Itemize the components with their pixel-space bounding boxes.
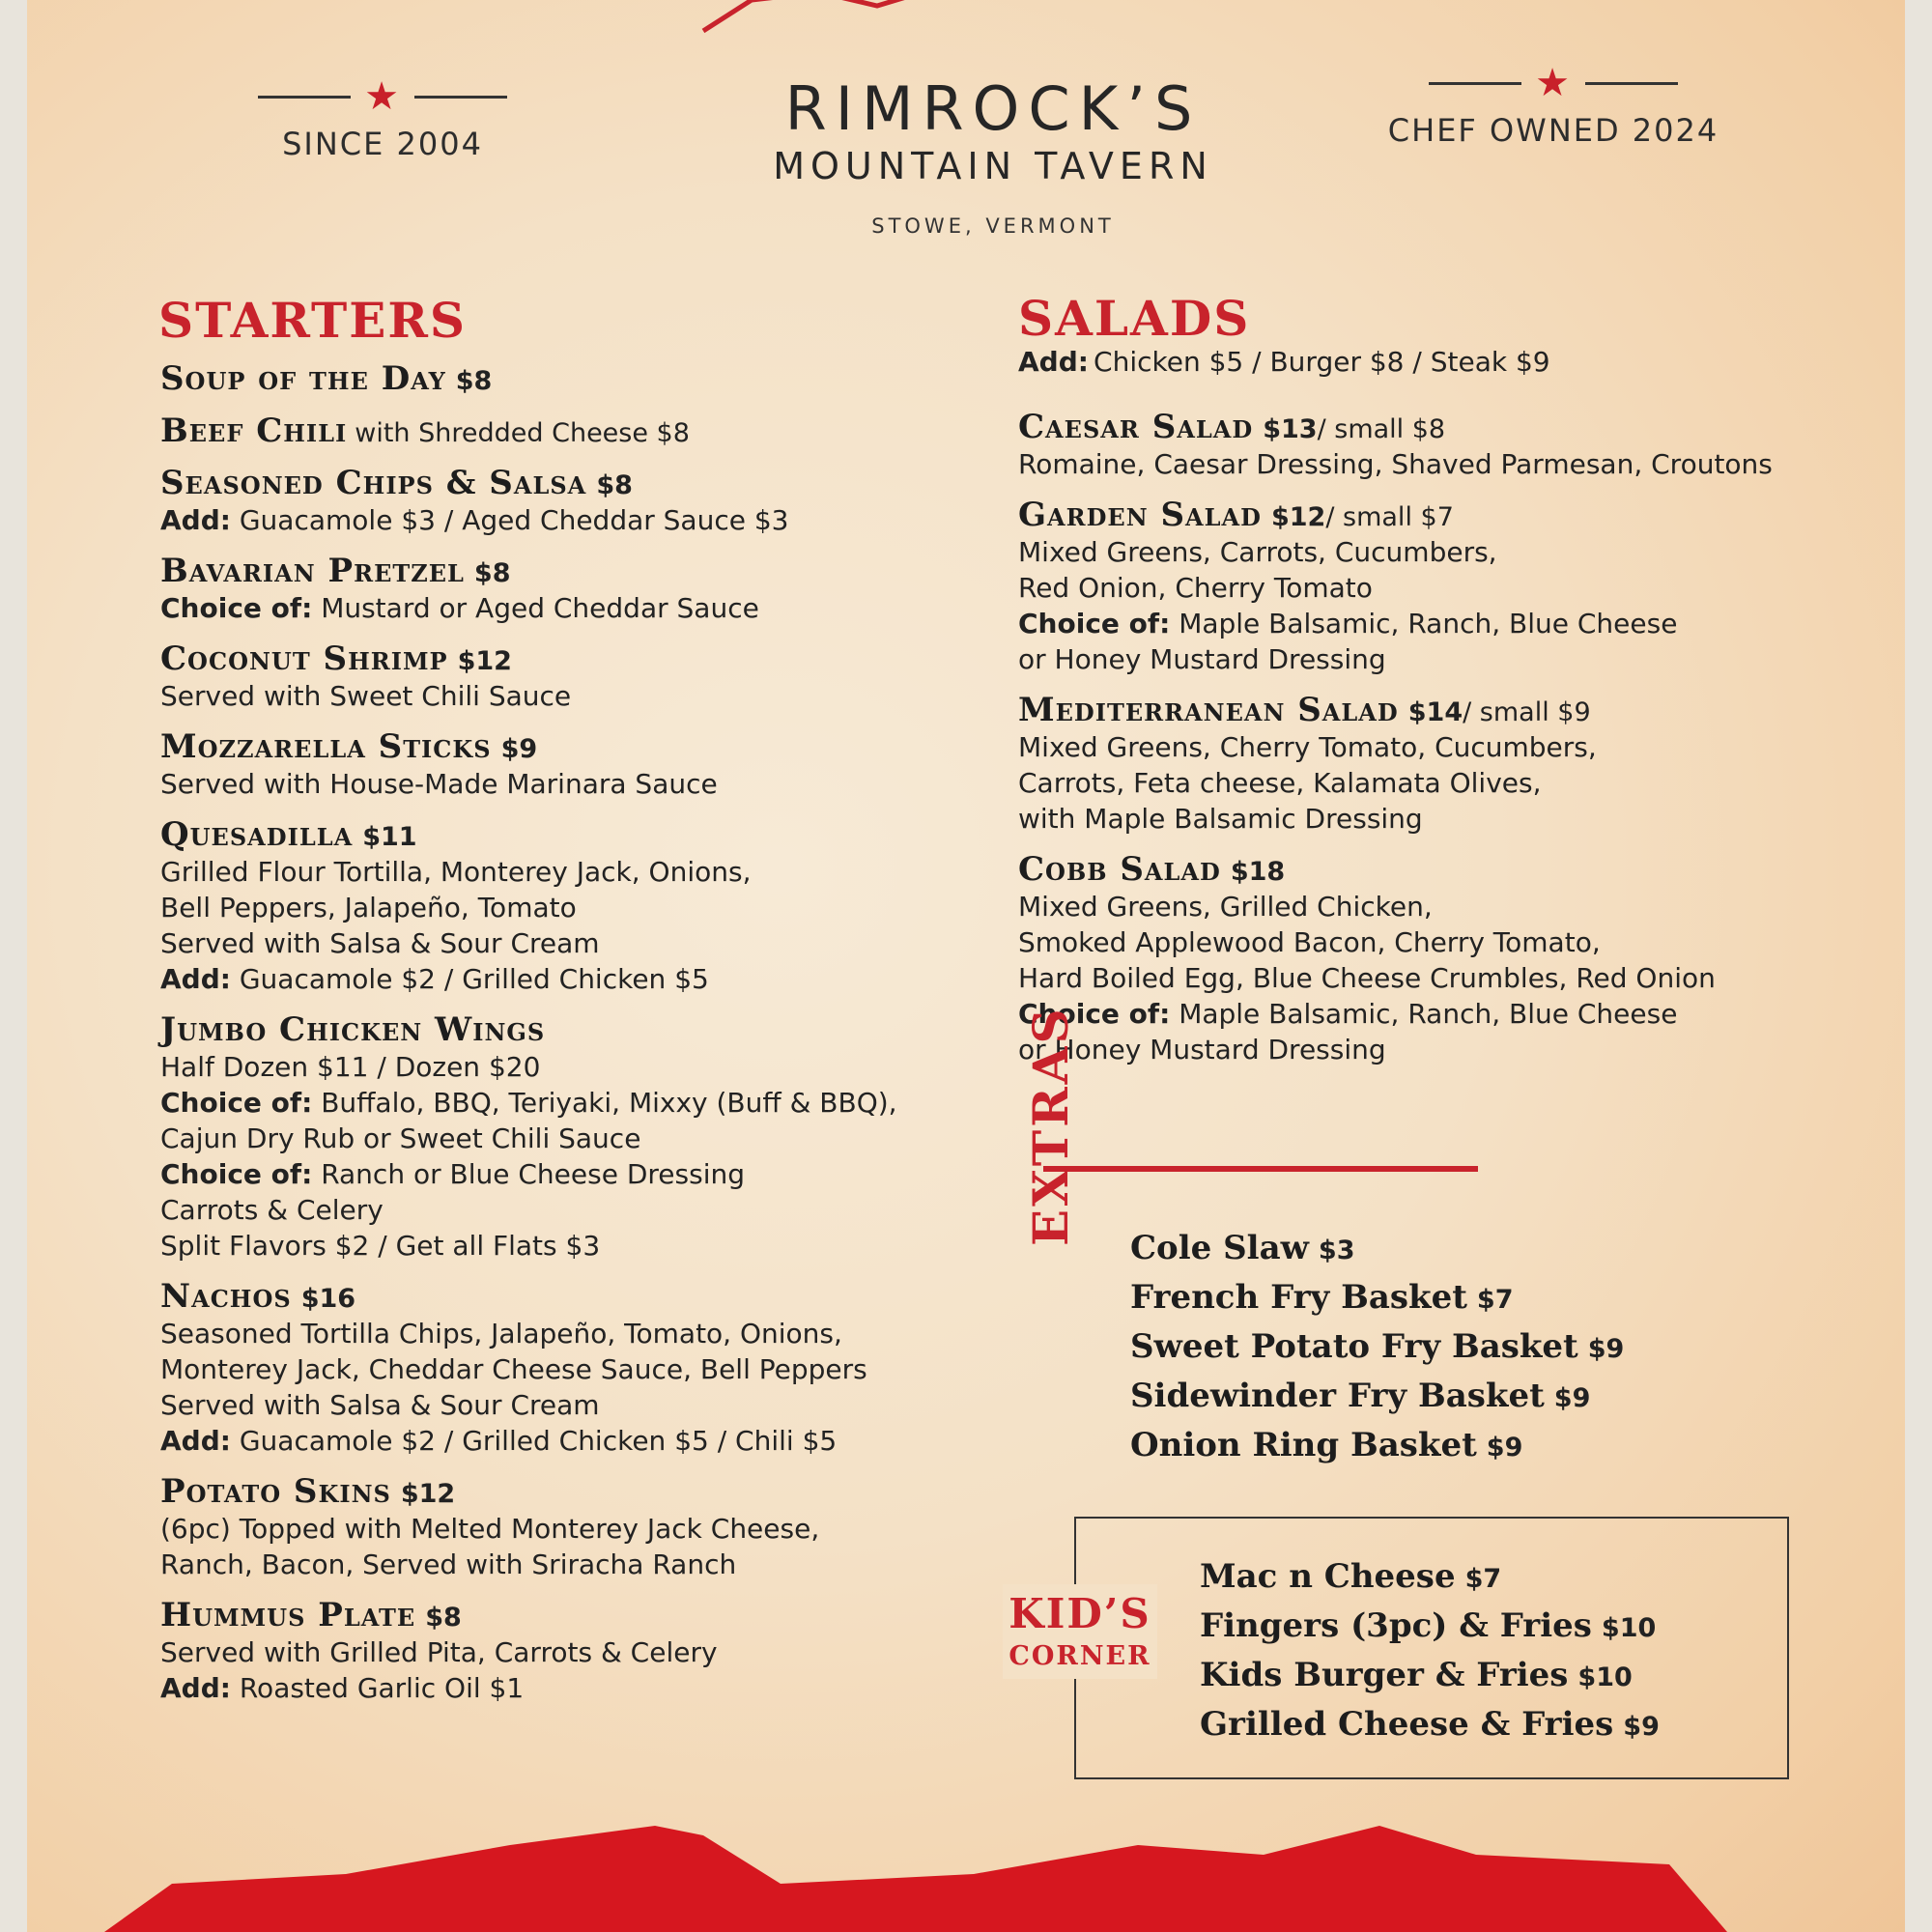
- description-text: Ranch, Bacon, Served with Sriracha Ranch: [160, 1548, 737, 1580]
- menu-item-description: [160, 678, 991, 714]
- salads-list: [1018, 408, 1888, 1081]
- menu-item-name: Bavarian Pretzel: [160, 552, 465, 590]
- menu-item-name: Hummus Plate: [160, 1596, 416, 1634]
- description-label: Choice of:: [160, 1158, 313, 1190]
- description-text: Bell Peppers, Jalapeño, Tomato: [160, 892, 577, 923]
- menu-item-small-price: / small $9: [1463, 697, 1591, 727]
- menu-item: [160, 1472, 991, 1582]
- description-label: Choice of:: [1018, 608, 1171, 639]
- starters-heading: STARTERS: [158, 292, 468, 349]
- menu-item-header: [1018, 850, 1888, 889]
- description-label: Choice of:: [160, 1087, 313, 1119]
- extras-item: [1130, 1323, 1624, 1373]
- menu-item-price: $8: [473, 558, 511, 588]
- logo-mountain-stroke: [684, 0, 1283, 39]
- menu-item-description: [1018, 446, 1888, 482]
- kids-item-name: Mac n Cheese: [1200, 1557, 1456, 1596]
- menu-item-description: [160, 1634, 991, 1670]
- menu-item-description: [1018, 641, 1888, 677]
- menu-item: [1018, 408, 1888, 482]
- menu-item-price: $18: [1230, 857, 1286, 887]
- menu-item-description: [160, 1423, 991, 1459]
- menu-item: [1018, 496, 1888, 677]
- menu-item-description: [160, 1511, 991, 1547]
- menu-item-description: [1018, 534, 1888, 570]
- menu-item-name: Potato Skins: [160, 1472, 391, 1511]
- description-text: Guacamole $3 / Aged Cheddar Sauce $3: [239, 504, 789, 536]
- menu-item: [160, 815, 991, 997]
- menu-item-header: [160, 552, 991, 590]
- menu-item: [160, 552, 991, 626]
- description-text: Cajun Dry Rub or Sweet Chili Sauce: [160, 1122, 641, 1154]
- menu-item-small-price: / small $7: [1325, 502, 1454, 532]
- menu-item: [1018, 850, 1888, 1067]
- extras-item-name: French Fry Basket: [1130, 1278, 1467, 1317]
- menu-item: [160, 727, 991, 802]
- menu-item-description: [1018, 924, 1888, 960]
- menu-item-header: [160, 1010, 991, 1049]
- kids-item-name: Fingers (3pc) & Fries: [1200, 1606, 1592, 1645]
- menu-item-description: [160, 1316, 991, 1351]
- menu-item: [160, 1277, 991, 1459]
- menu-item-price: $8: [596, 470, 633, 500]
- menu-item-description: [160, 1547, 991, 1582]
- description-text: Maple Balsamic, Ranch, Blue Cheese: [1179, 998, 1678, 1030]
- mountain-silhouette: [27, 1806, 1905, 1932]
- description-text: Carrots, Feta cheese, Kalamata Olives,: [1018, 767, 1542, 799]
- section-divider: [1043, 1166, 1478, 1172]
- menu-item-description: [1018, 570, 1888, 606]
- star-icon: ★: [364, 74, 401, 119]
- description-label: Add:: [160, 963, 231, 995]
- extras-item-price: $9: [1486, 1433, 1523, 1463]
- star-icon: ★: [1535, 61, 1572, 105]
- kids-item: [1200, 1701, 1660, 1750]
- menu-item-price: $11: [362, 822, 417, 852]
- menu-item-description: [1018, 960, 1888, 996]
- description-text: Hard Boiled Egg, Blue Cheese Crumbles, Red Onion: [1018, 962, 1716, 994]
- menu-item-header: [160, 727, 991, 766]
- description-label: Add:: [160, 1672, 231, 1704]
- restaurant-title: [694, 73, 1293, 238]
- menu-item-description: [160, 1049, 991, 1085]
- kids-item: [1200, 1603, 1660, 1652]
- menu-item-description: [1018, 765, 1888, 801]
- kids-item-name: Grilled Cheese & Fries: [1200, 1705, 1614, 1744]
- extras-item: [1130, 1274, 1624, 1323]
- kids-item: [1200, 1553, 1660, 1603]
- menu-item-name: Mediterranean Salad: [1018, 691, 1399, 729]
- kids-item: [1200, 1652, 1660, 1701]
- menu-item-name: Cobb Salad: [1018, 850, 1221, 889]
- menu-item-name: Caesar Salad: [1018, 408, 1254, 446]
- menu-item-header: [160, 815, 991, 854]
- description-label: Add:: [160, 504, 231, 536]
- extras-item-price: $9: [1587, 1334, 1625, 1364]
- description-text: with Maple Balsamic Dressing: [1018, 803, 1423, 835]
- salads-heading: SALADS: [1018, 290, 1251, 347]
- menu-item-header: [160, 1277, 991, 1316]
- menu-item: [160, 1596, 991, 1706]
- menu-item: [160, 412, 991, 450]
- menu-item-header: [1018, 496, 1888, 534]
- description-text: Served with Grilled Pita, Carrots & Celery: [160, 1636, 718, 1668]
- menu-item-description: [160, 1085, 991, 1121]
- menu-item-header: [160, 412, 991, 450]
- menu-item-inline-desc: with Shredded Cheese $8: [355, 418, 690, 448]
- menu-item-description: [160, 502, 991, 538]
- description-text: Guacamole $2 / Grilled Chicken $5 / Chili $5: [239, 1425, 838, 1457]
- menu-item-header: [1018, 691, 1888, 729]
- menu-item-name: Quesadilla: [160, 815, 354, 854]
- menu-item-name: Mozzarella Sticks: [160, 727, 492, 766]
- description-text: or Honey Mustard Dressing: [1018, 643, 1386, 675]
- menu-item-name: Seasoned Chips & Salsa: [160, 464, 587, 502]
- menu-item-header: [160, 359, 991, 398]
- extras-item-price: $9: [1553, 1383, 1591, 1413]
- menu-item-price: $8: [455, 366, 493, 396]
- menu-item-description: [160, 1192, 991, 1228]
- menu-item-description: [160, 1121, 991, 1156]
- kids-item-price: $9: [1623, 1712, 1660, 1742]
- description-text: Roasted Garlic Oil $1: [239, 1672, 525, 1704]
- menu-item-description: [160, 766, 991, 802]
- extras-item: [1130, 1225, 1624, 1274]
- extras-item: [1130, 1373, 1624, 1422]
- description-text: Smoked Applewood Bacon, Cherry Tomato,: [1018, 926, 1601, 958]
- menu-item-description: [160, 890, 991, 925]
- menu-item-description: [1018, 1032, 1888, 1067]
- salads-add-text: Chicken $5 / Burger $8 / Steak $9: [1094, 346, 1550, 378]
- extras-list: [1130, 1225, 1624, 1471]
- menu-item-name: Coconut Shrimp: [160, 639, 448, 678]
- description-text: Carrots & Celery: [160, 1194, 384, 1226]
- menu-item-small-price: / small $8: [1317, 414, 1446, 444]
- description-text: Half Dozen $11 / Dozen $20: [160, 1051, 541, 1083]
- description-text: Ranch or Blue Cheese Dressing: [321, 1158, 745, 1190]
- menu-item-price: $13: [1263, 414, 1318, 444]
- salads-add-line: [1018, 344, 1888, 380]
- kids-list: [1200, 1553, 1660, 1750]
- description-text: Split Flavors $2 / Get all Flats $3: [160, 1230, 601, 1262]
- description-text: Served with Salsa & Sour Cream: [160, 927, 600, 959]
- menu-item-name: Garden Salad: [1018, 496, 1262, 534]
- menu-item: [160, 464, 991, 538]
- description-text: Buffalo, BBQ, Teriyaki, Mixxy (Buff & BBQ),: [321, 1087, 897, 1119]
- chef-owned-badge: [1360, 61, 1747, 149]
- menu-item-description: [160, 590, 991, 626]
- extras-item-name: Sweet Potato Fry Basket: [1130, 1327, 1578, 1366]
- kids-item-price: $10: [1577, 1662, 1633, 1692]
- menu-item-description: [1018, 801, 1888, 837]
- extras-item-price: $7: [1476, 1285, 1514, 1315]
- description-label: Choice of:: [1018, 998, 1171, 1030]
- menu-item-description: [1018, 889, 1888, 924]
- menu-item-price: $9: [500, 734, 538, 764]
- description-text: Guacamole $2 / Grilled Chicken $5: [239, 963, 709, 995]
- extras-item-price: $3: [1318, 1236, 1355, 1265]
- menu-item-price: $16: [300, 1284, 356, 1314]
- menu-item-header: [160, 1472, 991, 1511]
- menu-item-name: Nachos: [160, 1277, 292, 1316]
- description-text: Mixed Greens, Grilled Chicken,: [1018, 891, 1433, 923]
- description-text: Mustard or Aged Cheddar Sauce: [321, 592, 759, 624]
- menu-item: [160, 359, 991, 398]
- menu-item-price: $12: [1270, 502, 1326, 532]
- description-text: Romaine, Caesar Dressing, Shaved Parmesan, Croutons: [1018, 448, 1773, 480]
- menu-item-name: Beef Chili: [160, 412, 348, 450]
- description-text: Maple Balsamic, Ranch, Blue Cheese: [1179, 608, 1678, 639]
- extras-item-name: Cole Slaw: [1130, 1229, 1309, 1267]
- description-text: Grilled Flour Tortilla, Monterey Jack, Onions,: [160, 856, 752, 888]
- menu-item-description: [160, 961, 991, 997]
- description-text: Seasoned Tortilla Chips, Jalapeño, Tomato, Onions,: [160, 1318, 842, 1350]
- menu-item: [160, 639, 991, 714]
- kids-title: KID’S: [1009, 1590, 1151, 1637]
- menu-item: [160, 1010, 991, 1264]
- description-text: Served with House-Made Marinara Sauce: [160, 768, 718, 800]
- menu-item-description: [160, 1351, 991, 1387]
- description-label: Choice of:: [160, 592, 313, 624]
- description-text: Mixed Greens, Carrots, Cucumbers,: [1018, 536, 1497, 568]
- menu-item-description: [160, 925, 991, 961]
- description-text: Red Onion, Cherry Tomato: [1018, 572, 1373, 604]
- kids-heading: [1003, 1584, 1157, 1679]
- since-text: SINCE 2004: [282, 126, 483, 162]
- restaurant-name: RIMROCK’S: [784, 73, 1202, 144]
- menu-item-header: [160, 464, 991, 502]
- description-text: Served with Salsa & Sour Cream: [160, 1389, 600, 1421]
- kids-item-price: $10: [1601, 1613, 1657, 1643]
- restaurant-subtitle: MOUNTAIN TAVERN: [773, 145, 1213, 187]
- extras-item-name: Onion Ring Basket: [1130, 1426, 1477, 1464]
- since-badge: [238, 74, 527, 162]
- menu-item-header: [160, 1596, 991, 1634]
- extras-item-name: Sidewinder Fry Basket: [1130, 1377, 1545, 1415]
- menu-item-description: [1018, 996, 1888, 1032]
- description-label: Add:: [160, 1425, 231, 1457]
- menu-item-description: [1018, 729, 1888, 765]
- menu-item-header: [160, 639, 991, 678]
- menu-item-header: [1018, 408, 1888, 446]
- description-text: Monterey Jack, Cheddar Cheese Sauce, Bell Peppers: [160, 1353, 867, 1385]
- chef-owned-text: CHEF OWNED 2024: [1387, 112, 1719, 149]
- menu-item-description: [160, 1228, 991, 1264]
- restaurant-location: STOWE, VERMONT: [871, 214, 1115, 238]
- menu-item-price: $14: [1407, 697, 1463, 727]
- menu-item-description: [160, 1387, 991, 1423]
- extras-heading: EXTRAS: [1022, 1006, 1079, 1246]
- menu-item-price: $8: [425, 1603, 462, 1633]
- menu-item-price: $12: [400, 1479, 456, 1509]
- menu-page: [27, 0, 1905, 1932]
- description-text: or Honey Mustard Dressing: [1018, 1034, 1386, 1065]
- kids-item-name: Kids Burger & Fries: [1200, 1656, 1569, 1694]
- description-text: (6pc) Topped with Melted Monterey Jack Cheese,: [160, 1513, 820, 1545]
- menu-item-name: Soup of the Day: [160, 359, 446, 398]
- menu-item-name: Jumbo Chicken Wings: [160, 1010, 546, 1049]
- menu-item-price: $12: [457, 646, 512, 676]
- menu-item: [1018, 691, 1888, 837]
- menu-item-description: [160, 1156, 991, 1192]
- menu-item-description: [160, 854, 991, 890]
- description-text: Served with Sweet Chili Sauce: [160, 680, 572, 712]
- salads-add-label: Add:: [1018, 346, 1089, 378]
- kids-subtitle: CORNER: [1009, 1641, 1151, 1671]
- kids-item-price: $7: [1464, 1564, 1502, 1594]
- description-text: Mixed Greens, Cherry Tomato, Cucumbers,: [1018, 731, 1597, 763]
- menu-item-description: [1018, 606, 1888, 641]
- starters-list: [160, 359, 991, 1719]
- menu-item-description: [160, 1670, 991, 1706]
- extras-item: [1130, 1422, 1624, 1471]
